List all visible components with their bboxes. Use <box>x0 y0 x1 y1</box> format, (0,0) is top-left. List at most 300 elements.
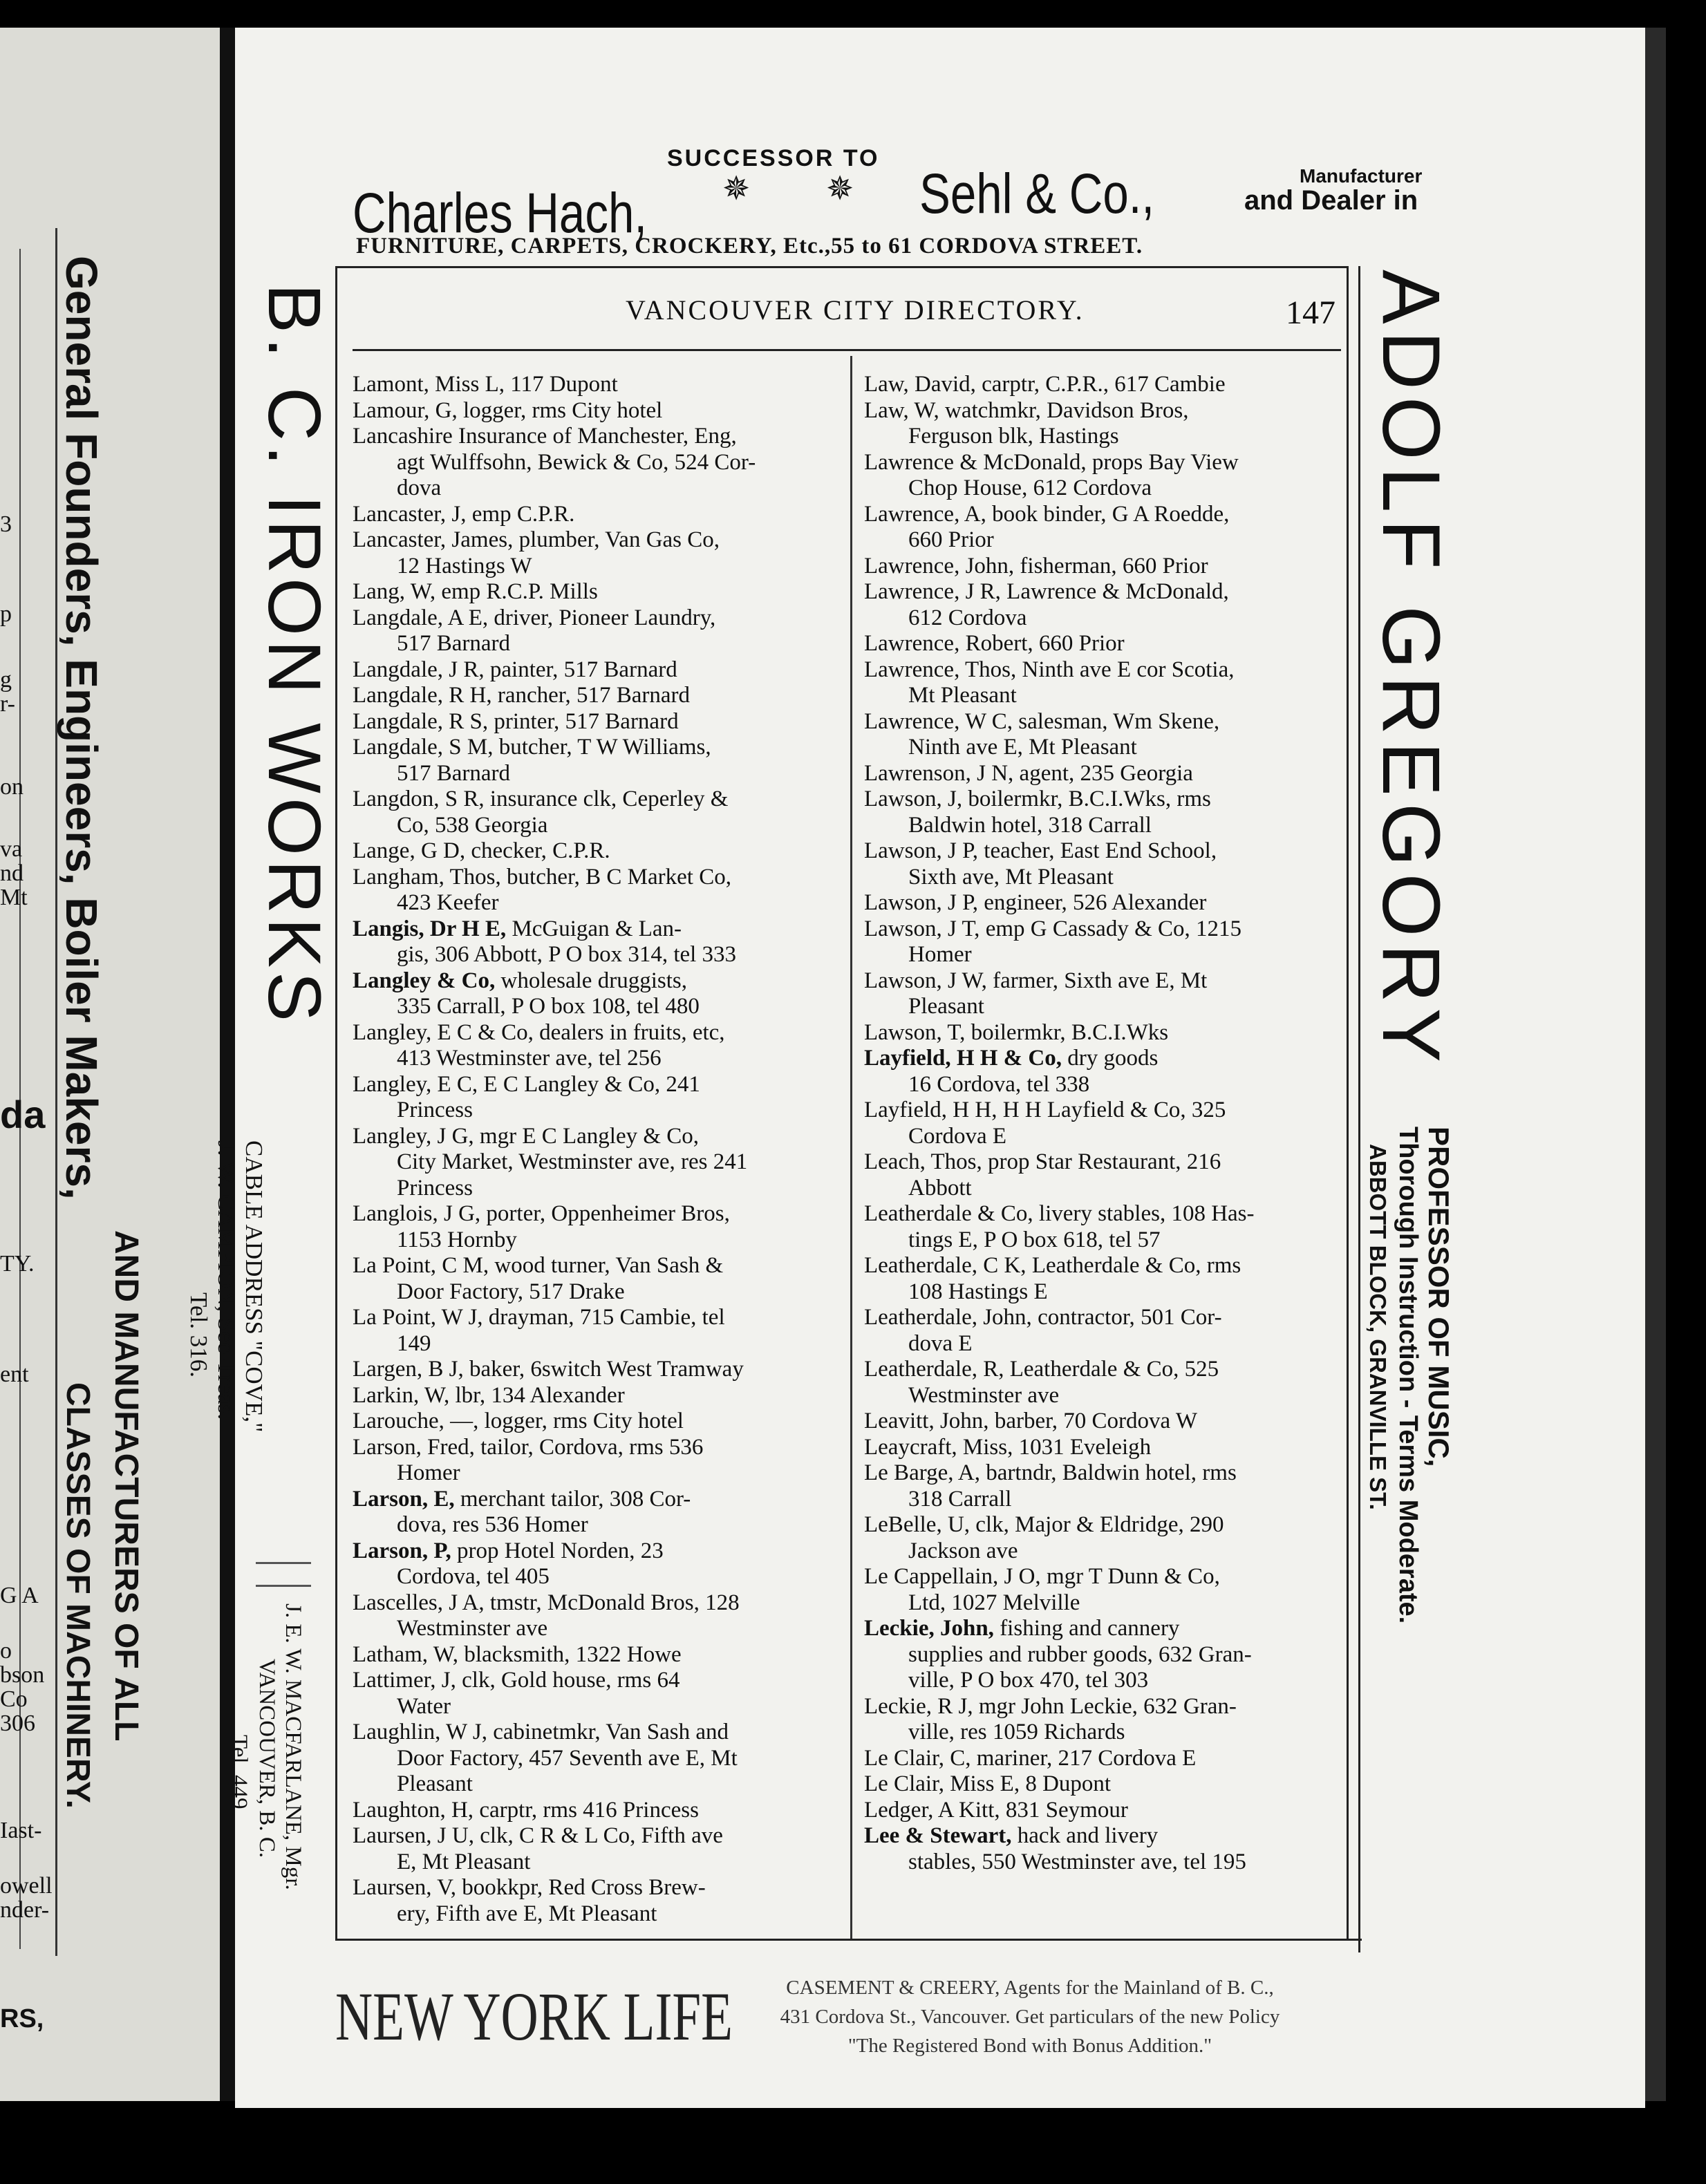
entry-details: blacksmith, 1322 Howe <box>458 1641 682 1667</box>
entry-details: insurance clk, Ceperley & <box>484 787 729 811</box>
entry-name: Larouche, —, <box>353 1409 479 1433</box>
tel-449: Tel. 449. <box>227 1735 252 1815</box>
entry-name: Langdon, S R, <box>353 787 485 811</box>
directory-entry <box>864 761 1355 787</box>
entry-continuation: Jackson ave <box>908 1538 1018 1563</box>
directory-entry <box>864 631 1355 657</box>
entry-details: dry goods <box>1062 1046 1159 1071</box>
directory-entry <box>353 1357 843 1383</box>
entry-details: clk, Gold house, rms 64 <box>456 1668 680 1693</box>
facing-page-fragment: p <box>0 601 12 627</box>
directory-entry <box>864 709 1355 761</box>
directory-entry <box>864 1020 1355 1046</box>
entry-details: E C Langley & Co, 241 <box>478 1071 700 1097</box>
entry-details: Leatherdale & Co, rms <box>1026 1253 1241 1278</box>
macfarlane-line: J. E. W. MACFARLANE, Mgr. <box>281 1603 306 1890</box>
entry-name: Leatherdale, C K, <box>864 1253 1027 1278</box>
entry-name: Lawson, J W, <box>864 968 987 993</box>
directory-entry <box>864 1435 1355 1461</box>
entry-continuation: City Market, Westminster ave, res 241 <box>397 1149 748 1174</box>
directory-entry <box>864 657 1355 709</box>
directory-entry <box>864 1253 1355 1305</box>
directory-entry <box>353 1590 843 1642</box>
entry-name: Layfield, H H & Co, <box>864 1046 1062 1071</box>
entry-details: props Bay View <box>1086 449 1239 475</box>
facing-page-fragment: nd <box>0 860 24 886</box>
entry-details: bartndr, Baldwin hotel, rms <box>980 1460 1237 1485</box>
entry-name: Le Clair, C, <box>864 1745 971 1771</box>
entry-name: Laursen, V, <box>353 1875 457 1900</box>
directory-entry <box>353 709 843 735</box>
directory-entry <box>864 838 1355 890</box>
entry-details: logger, rms City hotel <box>457 397 663 423</box>
directory-entry <box>864 1798 1355 1824</box>
entry-name: Lawson, J T, <box>864 916 980 941</box>
entry-details: baker, 6switch West Tramway <box>463 1357 744 1382</box>
entry-details: fishing and cannery <box>993 1616 1180 1641</box>
entry-continuation: Door Factory, 457 Seventh ave E, Mt <box>397 1745 738 1771</box>
facing-page-fragment: va <box>0 836 23 862</box>
entry-details: Leatherdale & Co, 525 <box>1004 1357 1219 1382</box>
entry-name: Larson, E, <box>353 1486 455 1512</box>
entry-continuation: supplies and rubber goods, 632 Gran- <box>908 1641 1252 1667</box>
entry-details: boilermkr, B.C.I.Wks, rms <box>962 787 1211 811</box>
directory-entry <box>353 502 843 528</box>
directory-entry <box>353 1435 843 1487</box>
entry-continuation: dova, res 536 Homer <box>397 1512 588 1537</box>
entry-continuation: 149 <box>397 1330 431 1356</box>
entry-name: Lawrence, W C, <box>864 708 1013 734</box>
general-founders-ad: General Founders, Engineers, Boiler Makers, <box>57 256 106 1200</box>
entry-name: Lawson, J P, <box>864 838 979 863</box>
entry-name: Lawrenson, J N, <box>864 760 1014 786</box>
directory-entry <box>353 1253 843 1305</box>
entry-name: Lattimer, J, <box>353 1668 456 1693</box>
directory-entry <box>353 1409 843 1435</box>
directory-entry <box>353 968 843 1020</box>
entry-details: porter, Oppenheimer Bros, <box>480 1201 730 1226</box>
facing-page-fragment: G A <box>0 1583 39 1608</box>
entry-name: Lawrence, John, <box>864 553 1015 578</box>
entry-continuation: ery, Fifth ave E, Mt Pleasant <box>397 1901 657 1926</box>
entry-continuation: Sixth ave, Mt Pleasant <box>908 864 1114 889</box>
entry-continuation: Ninth ave E, Mt Pleasant <box>908 735 1137 760</box>
casement-creery-ad: CASEMENT & CREERY, Agents for the Mainland of B. C., 431 Cordova St., Vancouver. Get particulars of the new Policy "The Registered Bond with Bonus Addition." <box>780 1977 1280 2057</box>
vancouver-line: VANCOUVER, B. C. <box>254 1659 279 1858</box>
entry-name: Lawrence, Thos, <box>864 657 1017 682</box>
directory-entry <box>864 1823 1355 1875</box>
entry-details: 831 Seymour <box>1000 1797 1128 1823</box>
entry-name: Leavitt, John, <box>864 1409 989 1433</box>
directory-entry <box>864 916 1355 968</box>
entry-name: Lawrence, A, <box>864 501 986 527</box>
directory-entry <box>864 554 1355 580</box>
entry-name: Lascelles, J A, <box>353 1590 485 1615</box>
entry-continuation: 517 Barnard <box>397 760 511 786</box>
entry-details: dealers in fruits, etc, <box>533 1019 725 1045</box>
entry-name: Latham, W, <box>353 1641 459 1667</box>
entry-name: Larson, P, <box>353 1538 451 1563</box>
entry-continuation: dova E <box>908 1330 973 1356</box>
entry-continuation: stables, 550 Westminster ave, tel 195 <box>908 1849 1246 1874</box>
entry-continuation: Baldwin hotel, 318 Carrall <box>908 812 1152 838</box>
facing-page-fragment: r- <box>0 691 15 717</box>
entry-details: cabinetmkr, Van Sash and <box>487 1720 729 1744</box>
entry-details: carptr, rms 416 Princess <box>474 1797 699 1823</box>
entry-details: emp C.P.R. <box>466 501 575 527</box>
directory-entry <box>353 1201 843 1253</box>
entry-details: clk, Major & Eldridge, 290 <box>970 1512 1224 1537</box>
header-name: Charles Hach, <box>353 182 648 245</box>
directory-entry <box>864 1098 1355 1149</box>
directory-entry <box>353 865 843 916</box>
entry-details: tailor, Cordova, rms 536 <box>474 1434 704 1460</box>
new-york-life-ad: NEW YORK LIFE <box>335 1978 733 2055</box>
entry-details: 1031 Eveleigh <box>1013 1434 1152 1460</box>
entry-details: 660 Prior <box>1033 631 1125 656</box>
entry-name: Lee & Stewart, <box>864 1823 1012 1848</box>
directory-entry <box>864 1046 1355 1098</box>
entry-details: hack and livery <box>1011 1823 1159 1848</box>
entry-continuation: 517 Barnard <box>397 631 511 656</box>
directory-entry <box>864 579 1355 631</box>
header-firm: Sehl & Co., <box>919 162 1155 225</box>
entry-details: mgr T Dunn & Co, <box>1040 1564 1220 1589</box>
entry-continuation: Cordova E <box>908 1123 1007 1149</box>
entry-details: salesman, Wm Skene, <box>1013 708 1220 734</box>
entry-details: lbr, 134 Alexander <box>449 1382 625 1408</box>
directory-entry <box>353 424 843 502</box>
directory-title: VANCOUVER CITY DIRECTORY. <box>626 294 1085 326</box>
entry-name: Le Barge, A, <box>864 1460 981 1485</box>
bc-iron-works-ad: B. C. IRON WORKS <box>253 283 337 1026</box>
directory-entry <box>864 1564 1355 1616</box>
directory-entry <box>353 657 843 684</box>
entry-name: Leckie, John, <box>864 1616 994 1641</box>
directory-entry <box>353 1798 843 1824</box>
entry-continuation: dova <box>397 476 442 500</box>
directory-entry <box>864 398 1355 450</box>
entry-name: Lange, G D, <box>353 838 466 863</box>
facing-page-fragment: on <box>0 774 24 800</box>
instruction-line: Thorough Instruction - Terms Moderate. <box>1394 1127 1423 1624</box>
abbott-block-line: ABBOTT BLOCK, GRANVILLE ST. <box>1365 1144 1391 1510</box>
directory-entry <box>353 683 843 709</box>
directory-entry <box>353 1020 843 1072</box>
entry-details: mariner, 217 Cordova E <box>971 1745 1197 1771</box>
directory-entry <box>353 838 843 865</box>
directory-entry <box>353 1487 843 1538</box>
entry-continuation: Pleasant <box>397 1771 473 1796</box>
entry-details: emp R.C.P. Mills <box>435 579 598 604</box>
directory-entry <box>864 1512 1355 1564</box>
campion-line: J. W. CAMPION, Sec-Treas. <box>213 1140 240 1420</box>
entry-continuation: agt Wulffsohn, Bewick & Co, 524 Cor- <box>397 449 756 475</box>
entry-name: Lancaster, James, <box>353 527 514 552</box>
entry-details: logger, rms City hotel <box>478 1409 684 1433</box>
entry-name: Leatherdale & Co, <box>864 1201 1033 1226</box>
entry-name: Langdale, R H, <box>353 683 492 708</box>
entry-continuation: 612 Cordova <box>908 605 1027 630</box>
facing-page-fragment: ent <box>0 1362 29 1387</box>
frame-right-rule <box>1358 266 1360 1952</box>
entry-details: clk, C R & L Co, Fifth ave <box>474 1823 723 1848</box>
entry-name: Langdale, A E, <box>353 605 489 630</box>
title-rule <box>353 349 1341 351</box>
directory-entry <box>353 527 843 579</box>
entry-name: Lancashire Insurance of Manchester, Eng, <box>353 424 737 449</box>
entry-name: Lawson, J, <box>864 787 963 811</box>
entry-details: bookkpr, Red Cross Brew- <box>456 1875 706 1900</box>
entry-details: boilermkr, B.C.I.Wks <box>965 1019 1169 1045</box>
directory-entry <box>353 1823 843 1875</box>
facing-page-fragment: o <box>0 1638 12 1664</box>
entry-name: Leatherdale, R, <box>864 1357 1004 1382</box>
entry-details: McGuigan & Lan- <box>506 916 682 941</box>
entry-continuation: Mt Pleasant <box>908 683 1017 708</box>
entry-continuation: 413 Westminster ave, tel 256 <box>397 1046 662 1071</box>
directory-entry <box>353 1305 843 1357</box>
entry-continuation: ville, res 1059 Richards <box>908 1720 1125 1744</box>
entry-name: Larkin, W, <box>353 1382 450 1408</box>
entry-details: driver, Pioneer Laundry, <box>488 605 716 630</box>
directory-entry <box>864 502 1355 554</box>
directory-entry <box>353 1383 843 1409</box>
facing-page-fragment: nder- <box>0 1897 50 1923</box>
professor-music: PROFESSOR OF MUSIC, <box>1423 1127 1455 1467</box>
directory-entry <box>353 1720 843 1798</box>
entry-continuation: Water <box>397 1693 451 1719</box>
directory-entry <box>864 1201 1355 1253</box>
page-number: 147 <box>1286 294 1335 331</box>
entry-name: Leaycraft, Miss, <box>864 1434 1013 1460</box>
entry-details: contractor, 501 Cor- <box>1031 1305 1222 1330</box>
entry-name: Law, W, <box>864 397 939 423</box>
entry-details: Lawrence & McDonald, <box>1000 579 1229 604</box>
adolf-gregory-ad: ADOLF GREGORY <box>1365 270 1456 1070</box>
directory-entry <box>864 1409 1355 1435</box>
directory-entry <box>353 1668 843 1720</box>
directory-entry <box>864 1305 1355 1357</box>
facing-page-fragment: g <box>0 667 12 693</box>
entry-name: Laursen, J U, <box>353 1823 474 1848</box>
star-ornament-icon: ✵ <box>826 171 854 207</box>
entry-details: rancher, 517 Barnard <box>491 683 690 708</box>
entry-details: barber, 70 Cordova W <box>988 1409 1197 1433</box>
directory-entry <box>353 579 843 605</box>
directory-entry <box>864 1460 1355 1512</box>
facing-page-fragment: owell <box>0 1873 53 1899</box>
entry-details: checker, C.P.R. <box>465 838 610 863</box>
tel-316: Tel. 316. <box>185 1292 212 1377</box>
facing-page-fragment: Iast- <box>0 1818 42 1843</box>
manufacturers-ad: AND MANUFACTURERS OF ALL <box>108 1230 144 1742</box>
entry-name: Langham, Thos, <box>353 864 501 889</box>
entry-name: Leckie, R J, <box>864 1693 973 1719</box>
directory-entry <box>353 1538 843 1590</box>
directory-entry <box>864 787 1355 838</box>
header-subline: FURNITURE, CARPETS, CROCKERY, Etc.,55 to 61 CORDOVA STREET. <box>356 234 1143 258</box>
entry-details: H H Layfield & Co, 325 <box>997 1098 1226 1122</box>
header-successor: SUCCESSOR TO <box>667 145 880 171</box>
directory-entry <box>353 787 843 838</box>
facing-page-fragment: bson <box>0 1662 45 1688</box>
entry-details: wood turner, Van Sash & <box>489 1253 724 1278</box>
frame-bottom-rule <box>335 1939 1362 1941</box>
directory-entry <box>353 735 843 787</box>
entry-name: La Point, C M, <box>353 1253 489 1278</box>
entry-details: farmer, Sixth ave E, Mt <box>986 968 1208 993</box>
entry-details: fisherman, 660 Prior <box>1014 553 1208 578</box>
entry-continuation: Co, 538 Georgia <box>397 812 548 838</box>
entry-details: 117 Dupont <box>505 372 618 397</box>
directory-entry <box>864 1616 1355 1694</box>
directory-entry <box>353 372 843 398</box>
entry-name: Layfield, H H, <box>864 1098 997 1122</box>
entry-name: Lawson, T, <box>864 1019 966 1045</box>
cable-address: CABLE ADDRESS "COVE," <box>241 1140 268 1433</box>
entry-continuation: 335 Carrall, P O box 108, tel 480 <box>397 994 700 1019</box>
entry-name: Lamour, G, <box>353 397 458 423</box>
directory-entry <box>353 916 843 968</box>
facing-page-fragment: Co <box>0 1686 28 1712</box>
entry-details: livery stables, 108 Has- <box>1033 1201 1255 1226</box>
entry-details: prop Star Restaurant, 216 <box>982 1149 1221 1174</box>
entry-continuation: Homer <box>908 942 972 967</box>
entry-details: printer, 517 Barnard <box>488 708 679 734</box>
entry-name: Langis, Dr H E, <box>353 916 507 941</box>
entry-continuation: 12 Hastings W <box>397 553 532 578</box>
entry-continuation: 660 Prior <box>908 527 994 552</box>
directory-entry <box>864 450 1355 502</box>
entry-continuation: Westminster ave <box>397 1616 548 1641</box>
facing-page-fragment: RS, <box>0 2004 44 2033</box>
entry-name: Lawson, J P, <box>864 890 979 915</box>
entry-continuation: E, Mt Pleasant <box>397 1849 531 1874</box>
entry-continuation: Cordova, tel 405 <box>397 1564 550 1589</box>
directory-entry <box>353 398 843 424</box>
directory-entry <box>864 1357 1355 1409</box>
entry-details: book binder, G A Roedde, <box>986 501 1230 527</box>
directory-entry <box>353 1642 843 1668</box>
entry-details: plumber, Van Gas Co, <box>513 527 720 552</box>
directory-entry <box>353 1072 843 1124</box>
directory-entry <box>353 1124 843 1202</box>
entry-details: butcher, B C Market Co, <box>500 864 731 889</box>
directory-entry <box>864 1694 1355 1746</box>
entry-details: butcher, T W Williams, <box>493 735 711 760</box>
directory-entry <box>353 1875 843 1927</box>
entry-details: merchant tailor, 308 Cor- <box>454 1486 691 1512</box>
entry-name: Ledger, A Kitt, <box>864 1797 1000 1823</box>
entry-continuation: Princess <box>397 1098 473 1122</box>
entry-continuation: 423 Keefer <box>397 890 499 915</box>
entry-name: Lamont, Miss L, <box>353 372 505 397</box>
entry-name: Leatherdale, John, <box>864 1305 1032 1330</box>
entry-name: La Point, W J, <box>353 1305 483 1330</box>
entry-continuation: Ferguson blk, Hastings <box>908 424 1119 449</box>
entry-name: Lawrence & McDonald, <box>864 449 1087 475</box>
directory-entry <box>864 372 1355 398</box>
entry-continuation: Homer <box>397 1460 460 1485</box>
entry-details: wholesale druggists, <box>495 968 687 993</box>
entry-continuation: Pleasant <box>908 994 984 1019</box>
entry-name: Langlois, J G, <box>353 1201 481 1226</box>
facing-page-fragment: TY. <box>0 1251 35 1277</box>
facing-page-fragment: Mt <box>0 885 28 910</box>
entry-continuation: 318 Carrall <box>908 1486 1012 1512</box>
entry-continuation: Ltd, 1027 Melville <box>908 1590 1080 1615</box>
entry-details: Ninth ave E cor Scotia, <box>1016 657 1235 682</box>
entry-name: Larson, Fred, <box>353 1434 475 1460</box>
facing-page <box>0 28 220 2101</box>
entry-name: Langley, E C, <box>353 1071 478 1097</box>
entry-details: watchmkr, Davidson Bros, <box>939 397 1189 423</box>
entry-continuation: Chop House, 612 Cordova <box>908 476 1152 500</box>
facing-page-fragment: 306 <box>0 1711 35 1736</box>
left-column <box>353 372 843 1927</box>
entry-continuation: 16 Cordova, tel 338 <box>908 1071 1090 1097</box>
entry-name: Lancaster, J, <box>353 501 467 527</box>
entry-details: carptr, C.P.R., 617 Cambie <box>975 372 1226 397</box>
entry-name: Laughton, H, <box>353 1797 474 1823</box>
facing-page-fragment: da <box>0 1093 46 1136</box>
entry-name: Langley, J G, <box>353 1123 474 1149</box>
entry-details: prop Hotel Norden, 23 <box>451 1538 664 1563</box>
directory-entry <box>864 1149 1355 1201</box>
star-ornament-icon: ✵ <box>722 171 751 207</box>
column-rule <box>850 356 852 1939</box>
entry-name: Langley, E C & Co, <box>353 1019 534 1045</box>
header-manufacturer: Manufacturer and Dealer in <box>1244 165 1423 216</box>
directory-entry <box>353 605 843 657</box>
entry-name: LeBelle, U, <box>864 1512 971 1537</box>
entry-name: Lawrence, J R, <box>864 579 1001 604</box>
entry-name: Largen, B J, <box>353 1357 464 1382</box>
entry-details: painter, 517 Barnard <box>484 657 677 682</box>
entry-name: Lang, W, <box>353 579 436 604</box>
entry-continuation: Princess <box>397 1175 473 1201</box>
entry-details: teacher, East End School, <box>978 838 1217 863</box>
entry-name: Law, David, <box>864 372 976 397</box>
entry-continuation: gis, 306 Abbott, P O box 314, tel 333 <box>397 942 737 967</box>
directory-entry <box>864 1771 1355 1798</box>
directory-page <box>185 28 1645 2108</box>
entry-details: 8 Dupont <box>1020 1771 1112 1796</box>
entry-name: Le Cappellain, J O, <box>864 1564 1041 1589</box>
directory-entry <box>864 968 1355 1020</box>
entry-details: mgr John Leckie, 632 Gran- <box>973 1693 1237 1719</box>
ornament-divider <box>256 1562 311 1587</box>
entry-name: Langdale, J R, <box>353 657 485 682</box>
entry-details: emp G Cassady & Co, 1215 <box>979 916 1242 941</box>
entry-continuation: Westminster ave <box>908 1382 1060 1408</box>
entry-details: drayman, 715 Cambie, tel <box>482 1305 725 1330</box>
entry-details: engineer, 526 Alexander <box>978 890 1207 915</box>
entry-name: Langley & Co, <box>353 968 496 993</box>
entry-continuation: Abbott <box>908 1175 972 1201</box>
directory-entry <box>864 890 1355 916</box>
entry-continuation: tings E, P O box 618, tel 57 <box>908 1227 1161 1252</box>
entry-continuation: ville, P O box 470, tel 303 <box>908 1668 1149 1693</box>
entry-details: tmstr, McDonald Bros, 128 <box>484 1590 740 1615</box>
entry-name: Le Clair, Miss E, <box>864 1771 1020 1796</box>
page-edge <box>1645 28 1666 2101</box>
entry-details: agent, 235 Georgia <box>1013 760 1193 786</box>
entry-name: Laughlin, W J, <box>353 1720 487 1744</box>
facing-page-fragment: 3 <box>0 511 12 537</box>
directory-entry <box>864 1746 1355 1772</box>
